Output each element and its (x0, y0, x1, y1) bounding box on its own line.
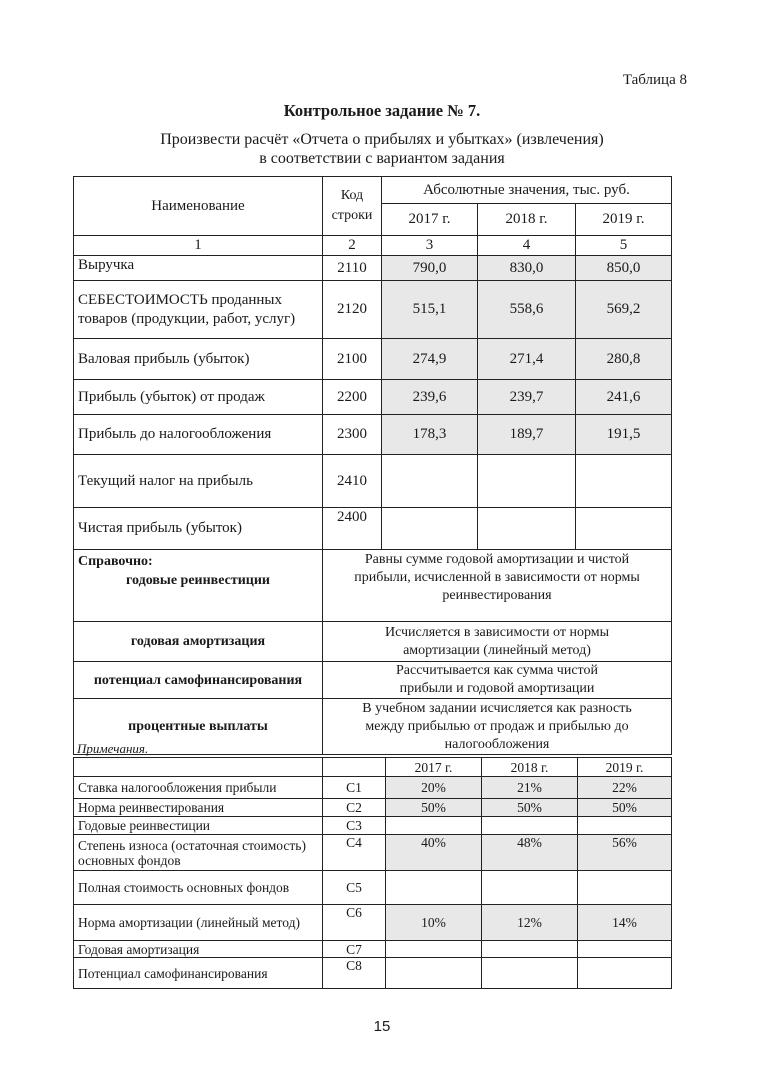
reference-desc: В учебном задании исчисляется как разность между прибылью от продаж и прибылью до налогообложения (323, 699, 672, 755)
notes-header-year: 2019 г. (578, 758, 672, 777)
notes-row-value: 14% (578, 905, 672, 941)
notes-row-value: 20% (386, 777, 482, 799)
notes-header-empty (74, 758, 323, 777)
row-name: Чистая прибыль (убыток) (74, 508, 323, 550)
reference-desc: Исчисляется в зависимости от нормы амортизации (линейный метод) (323, 622, 672, 662)
column-number: 5 (576, 236, 672, 256)
reference-name: годовые реинвестиции (126, 573, 270, 588)
notes-row-value-input[interactable] (482, 941, 578, 958)
row-name: Выручка (74, 256, 323, 281)
notes-row-name: Норма реинвестирования (74, 799, 323, 817)
row-value: 280,8 (576, 339, 672, 380)
notes-row (74, 799, 672, 817)
row-value: 178,3 (382, 415, 478, 455)
reference-desc: Равны сумме годовой амортизации и чистой прибыли, исчисленной в зависимости от нормы реинвестирования (323, 550, 672, 622)
row-code: 2300 (323, 415, 382, 455)
notes-row-value: 50% (482, 799, 578, 817)
table-row (74, 380, 672, 415)
column-number: 4 (478, 236, 576, 256)
notes-row-name: Ставка налогообложения прибыли (74, 777, 323, 799)
subtitle-line-1: Произвести расчёт «Отчета о прибылях и убытках» (извлечения) (160, 131, 604, 148)
notes-row-code: С5 (323, 871, 386, 905)
column-number: 2 (323, 236, 382, 256)
notes-row-name: Годовая амортизация (74, 941, 323, 958)
notes-row-code: С7 (323, 941, 386, 958)
table-row (74, 339, 672, 380)
notes-row-name: Потенциал самофинансирования (74, 958, 323, 989)
table-row (74, 281, 672, 339)
table-row (74, 415, 672, 455)
notes-row-value: 48% (482, 835, 578, 871)
row-value: 515,1 (382, 281, 478, 339)
reference-row (74, 550, 672, 622)
notes-row-value: 10% (386, 905, 482, 941)
notes-row (74, 941, 672, 958)
row-value-input[interactable] (576, 508, 672, 550)
notes-row-value-input[interactable] (482, 817, 578, 835)
notes-row-value-input[interactable] (386, 941, 482, 958)
row-code: 2120 (323, 281, 382, 339)
reference-name: процентные выплаты (74, 699, 323, 755)
reference-name: потенциал самофинансирования (74, 662, 323, 699)
reference-name: годовая амортизация (74, 622, 323, 662)
notes-row-value-input[interactable] (578, 871, 672, 905)
notes-row-name: Степень износа (остаточная стоимость) основных фондов (74, 835, 323, 871)
row-code: 2100 (323, 339, 382, 380)
notes-row (74, 958, 672, 989)
reference-row (74, 662, 672, 699)
notes-row-code: С8 (323, 958, 386, 989)
table-row (74, 455, 672, 508)
row-value-input[interactable] (576, 455, 672, 508)
row-code: 2400 (323, 508, 382, 550)
page-number: 15 (373, 1018, 391, 1035)
header-code: Код строки (323, 177, 382, 236)
notes-row-value-input[interactable] (482, 958, 578, 989)
notes-header-empty (323, 758, 386, 777)
row-value: 569,2 (576, 281, 672, 339)
reference-name-cell (74, 550, 323, 622)
page-subtitle (0, 130, 764, 168)
table-row (74, 256, 672, 281)
notes-row-value: 21% (482, 777, 578, 799)
notes-row-value-input[interactable] (386, 817, 482, 835)
notes-row-value: 50% (386, 799, 482, 817)
row-value: 241,6 (576, 380, 672, 415)
reference-heading: Справочно: (78, 554, 153, 569)
notes-row-code: С4 (323, 835, 386, 871)
row-value-input[interactable] (478, 508, 576, 550)
header-year: 2017 г. (382, 204, 478, 236)
notes-row-value-input[interactable] (578, 958, 672, 989)
row-value: 191,5 (576, 415, 672, 455)
notes-row-value-input[interactable] (386, 958, 482, 989)
row-name: Прибыль до налогообложения (74, 415, 323, 455)
row-name: Валовая прибыль (убыток) (74, 339, 323, 380)
row-value: 274,9 (382, 339, 478, 380)
row-value: 850,0 (576, 256, 672, 281)
row-value: 189,7 (478, 415, 576, 455)
notes-row-value-input[interactable] (482, 871, 578, 905)
notes-row-name: Полная стоимость основных фондов (74, 871, 323, 905)
column-number: 1 (74, 236, 323, 256)
notes-row-code: С6 (323, 905, 386, 941)
page-title: Контрольное задание № 7. (283, 101, 481, 120)
reference-desc: Рассчитывается как сумма чистой прибыли и годовой амортизации (323, 662, 672, 699)
notes-row (74, 905, 672, 941)
subtitle-line-2: в соответствии с вариантом задания (259, 150, 505, 167)
notes-row-value: 50% (578, 799, 672, 817)
row-value: 239,7 (478, 380, 576, 415)
header-name: Наименование (74, 177, 323, 236)
row-value: 271,4 (478, 339, 576, 380)
notes-row-code: С3 (323, 817, 386, 835)
header-group: Абсолютные значения, тыс. руб. (382, 177, 672, 204)
notes-header-year: 2018 г. (482, 758, 578, 777)
notes-row-value-input[interactable] (578, 817, 672, 835)
row-name: Текущий налог на прибыль (74, 455, 323, 508)
column-number-row (74, 236, 672, 256)
notes-row-value: 12% (482, 905, 578, 941)
notes-row (74, 777, 672, 799)
reference-row (74, 622, 672, 662)
notes-row-name: Годовые реинвестиции (74, 817, 323, 835)
notes-row-value: 22% (578, 777, 672, 799)
column-number: 3 (382, 236, 478, 256)
table-number-label: Таблица 8 (622, 72, 687, 88)
notes-row-value: 56% (578, 835, 672, 871)
row-code: 2200 (323, 380, 382, 415)
header-row-1 (74, 177, 672, 204)
notes-row-value-input[interactable] (578, 941, 672, 958)
row-value: 239,6 (382, 380, 478, 415)
income-statement-table (73, 176, 672, 755)
notes-row-value-input[interactable] (386, 871, 482, 905)
row-name: СЕБЕСТОИМОСТЬ проданных товаров (продукции, работ, услуг) (74, 281, 323, 339)
notes-header-row (74, 758, 672, 777)
row-code: 2410 (323, 455, 382, 508)
row-value-input[interactable] (382, 455, 478, 508)
notes-row-name: Норма амортизации (линейный метод) (74, 905, 323, 941)
row-value-input[interactable] (382, 508, 478, 550)
notes-row-code: С2 (323, 799, 386, 817)
header-year: 2019 г. (576, 204, 672, 236)
notes-row-code: С1 (323, 777, 386, 799)
notes-row-value: 40% (386, 835, 482, 871)
notes-row (74, 871, 672, 905)
row-value-input[interactable] (478, 455, 576, 508)
header-year: 2018 г. (478, 204, 576, 236)
row-code: 2110 (323, 256, 382, 281)
notes-row (74, 817, 672, 835)
row-value: 558,6 (478, 281, 576, 339)
row-value: 790,0 (382, 256, 478, 281)
reference-row (74, 699, 672, 755)
row-value: 830,0 (478, 256, 576, 281)
notes-label: Примечания. (77, 741, 149, 756)
notes-table (73, 757, 672, 989)
notes-row (74, 835, 672, 871)
notes-header-year: 2017 г. (386, 758, 482, 777)
row-name: Прибыль (убыток) от продаж (74, 380, 323, 415)
table-row (74, 508, 672, 550)
